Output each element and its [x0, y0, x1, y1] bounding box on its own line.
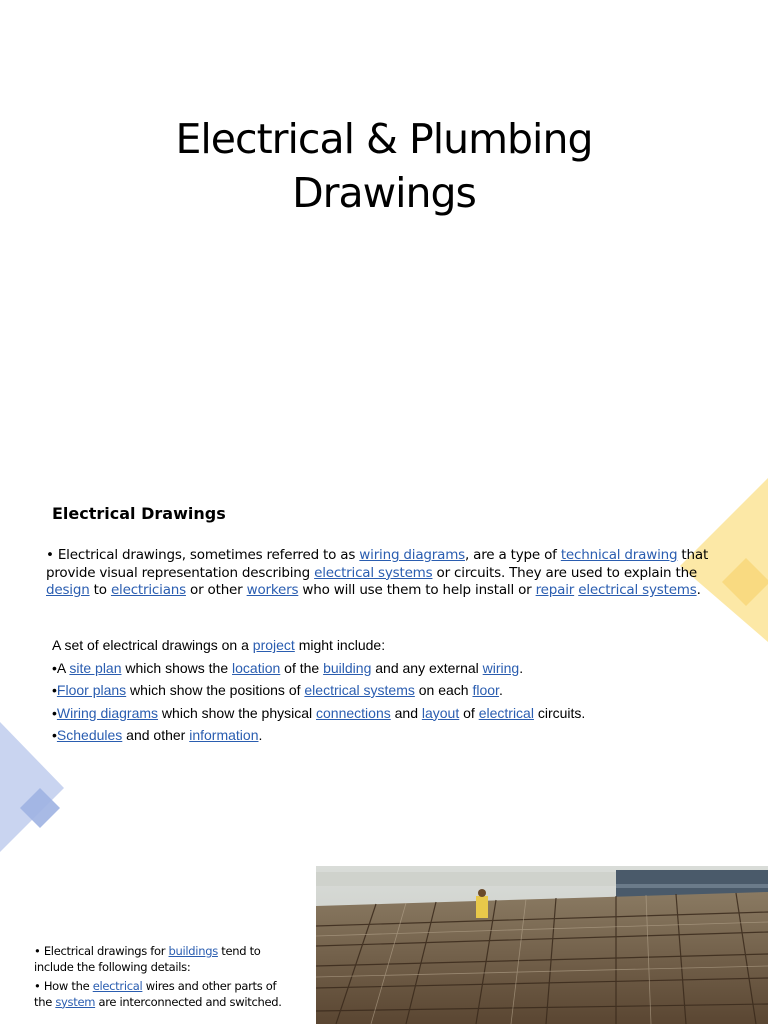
intro-paragraph [46, 547, 716, 600]
intro-text: or other [185, 582, 247, 598]
title-line-1: Electrical & Plumbing [175, 115, 593, 163]
link-electricians[interactable]: electricians [110, 582, 186, 598]
list-item [52, 724, 692, 747]
list-item [52, 657, 692, 680]
intro-text: who will use them to help install or [298, 582, 536, 598]
link-workers[interactable]: workers [246, 582, 299, 598]
list-bullet: • [52, 727, 57, 743]
link-technical-drawing[interactable]: technical drawing [560, 547, 678, 563]
list-text: on each [414, 682, 473, 698]
link-system[interactable]: system [55, 994, 96, 1009]
intro-text: to [89, 582, 111, 598]
details-list [34, 944, 294, 1014]
link-project[interactable]: project [252, 637, 295, 653]
link-layout[interactable]: layout [421, 704, 460, 721]
detail-text: • Electrical drawings for [34, 944, 169, 958]
link-design[interactable]: design [46, 582, 90, 598]
list-text: and other [122, 727, 190, 743]
link-wiring-diagrams-2[interactable]: Wiring diagrams [56, 704, 159, 721]
drawing-set-list [52, 634, 692, 747]
link-electrical-systems-2[interactable]: electrical systems [578, 582, 697, 598]
list-lead [52, 634, 692, 657]
link-site-plan[interactable]: site plan [69, 659, 122, 676]
intro-text: . [696, 582, 701, 598]
list-bullet: •A [52, 659, 70, 676]
list-text: of the [280, 659, 324, 676]
list-text: and any external [371, 659, 483, 676]
list-text: which show the positions of [126, 682, 305, 698]
intro-text: Electrical drawings, sometimes referred to as [53, 547, 360, 563]
link-schedules[interactable]: Schedules [56, 727, 123, 743]
list-text: . [498, 682, 503, 698]
section-heading: Electrical Drawings [52, 504, 226, 523]
link-connections[interactable]: connections [316, 704, 391, 721]
bullet: • [46, 547, 54, 563]
detail-text: are interconnected and switched. [95, 994, 282, 1009]
list-text: of [459, 704, 479, 721]
list-text: which show the physical [158, 704, 317, 721]
list-bullet: • [52, 682, 57, 698]
link-electrical-systems[interactable]: electrical systems [314, 564, 433, 581]
list-text: circuits. [533, 704, 586, 721]
construction-site-photo [316, 866, 768, 1024]
detail-item [34, 944, 294, 975]
detail-text: wires and other parts of the [34, 979, 277, 1009]
link-electrical[interactable]: electrical [478, 704, 534, 721]
detail-text: tend to include the following details: [34, 944, 261, 974]
list-text: which shows the [121, 659, 233, 676]
link-information[interactable]: information [189, 727, 259, 743]
link-building[interactable]: building [323, 659, 372, 676]
intro-text: , are a type of [464, 547, 561, 563]
list-bullet: • [52, 704, 57, 721]
list-text: . [519, 659, 524, 676]
list-item [52, 702, 692, 725]
lead-text: A set of electrical drawings on a [52, 637, 253, 653]
rebar-grid-illustration [316, 866, 768, 1024]
link-wiring-diagrams[interactable]: wiring diagrams [359, 547, 465, 563]
list-text: . [258, 727, 263, 743]
link-buildings[interactable]: buildings [168, 944, 218, 958]
link-repair[interactable]: repair [535, 582, 575, 598]
link-electrical-2[interactable]: electrical [92, 979, 143, 993]
link-wiring[interactable]: wiring [482, 659, 520, 676]
link-electrical-systems-3[interactable]: electrical systems [304, 682, 415, 698]
intro-text: or circuits. They are used to explain the [432, 564, 698, 581]
link-location[interactable]: location [232, 659, 281, 676]
list-text: and [390, 704, 422, 721]
link-floor[interactable]: floor [472, 682, 499, 698]
intro-text: that provide visual representation describing [46, 547, 709, 581]
detail-text: • How the [34, 979, 93, 993]
link-floor-plans[interactable]: Floor plans [56, 682, 127, 698]
lead-end: might include: [294, 637, 386, 653]
title-line-2: Drawings [292, 169, 476, 217]
detail-item [34, 979, 294, 1010]
page-title [0, 112, 768, 220]
list-item [52, 679, 692, 702]
